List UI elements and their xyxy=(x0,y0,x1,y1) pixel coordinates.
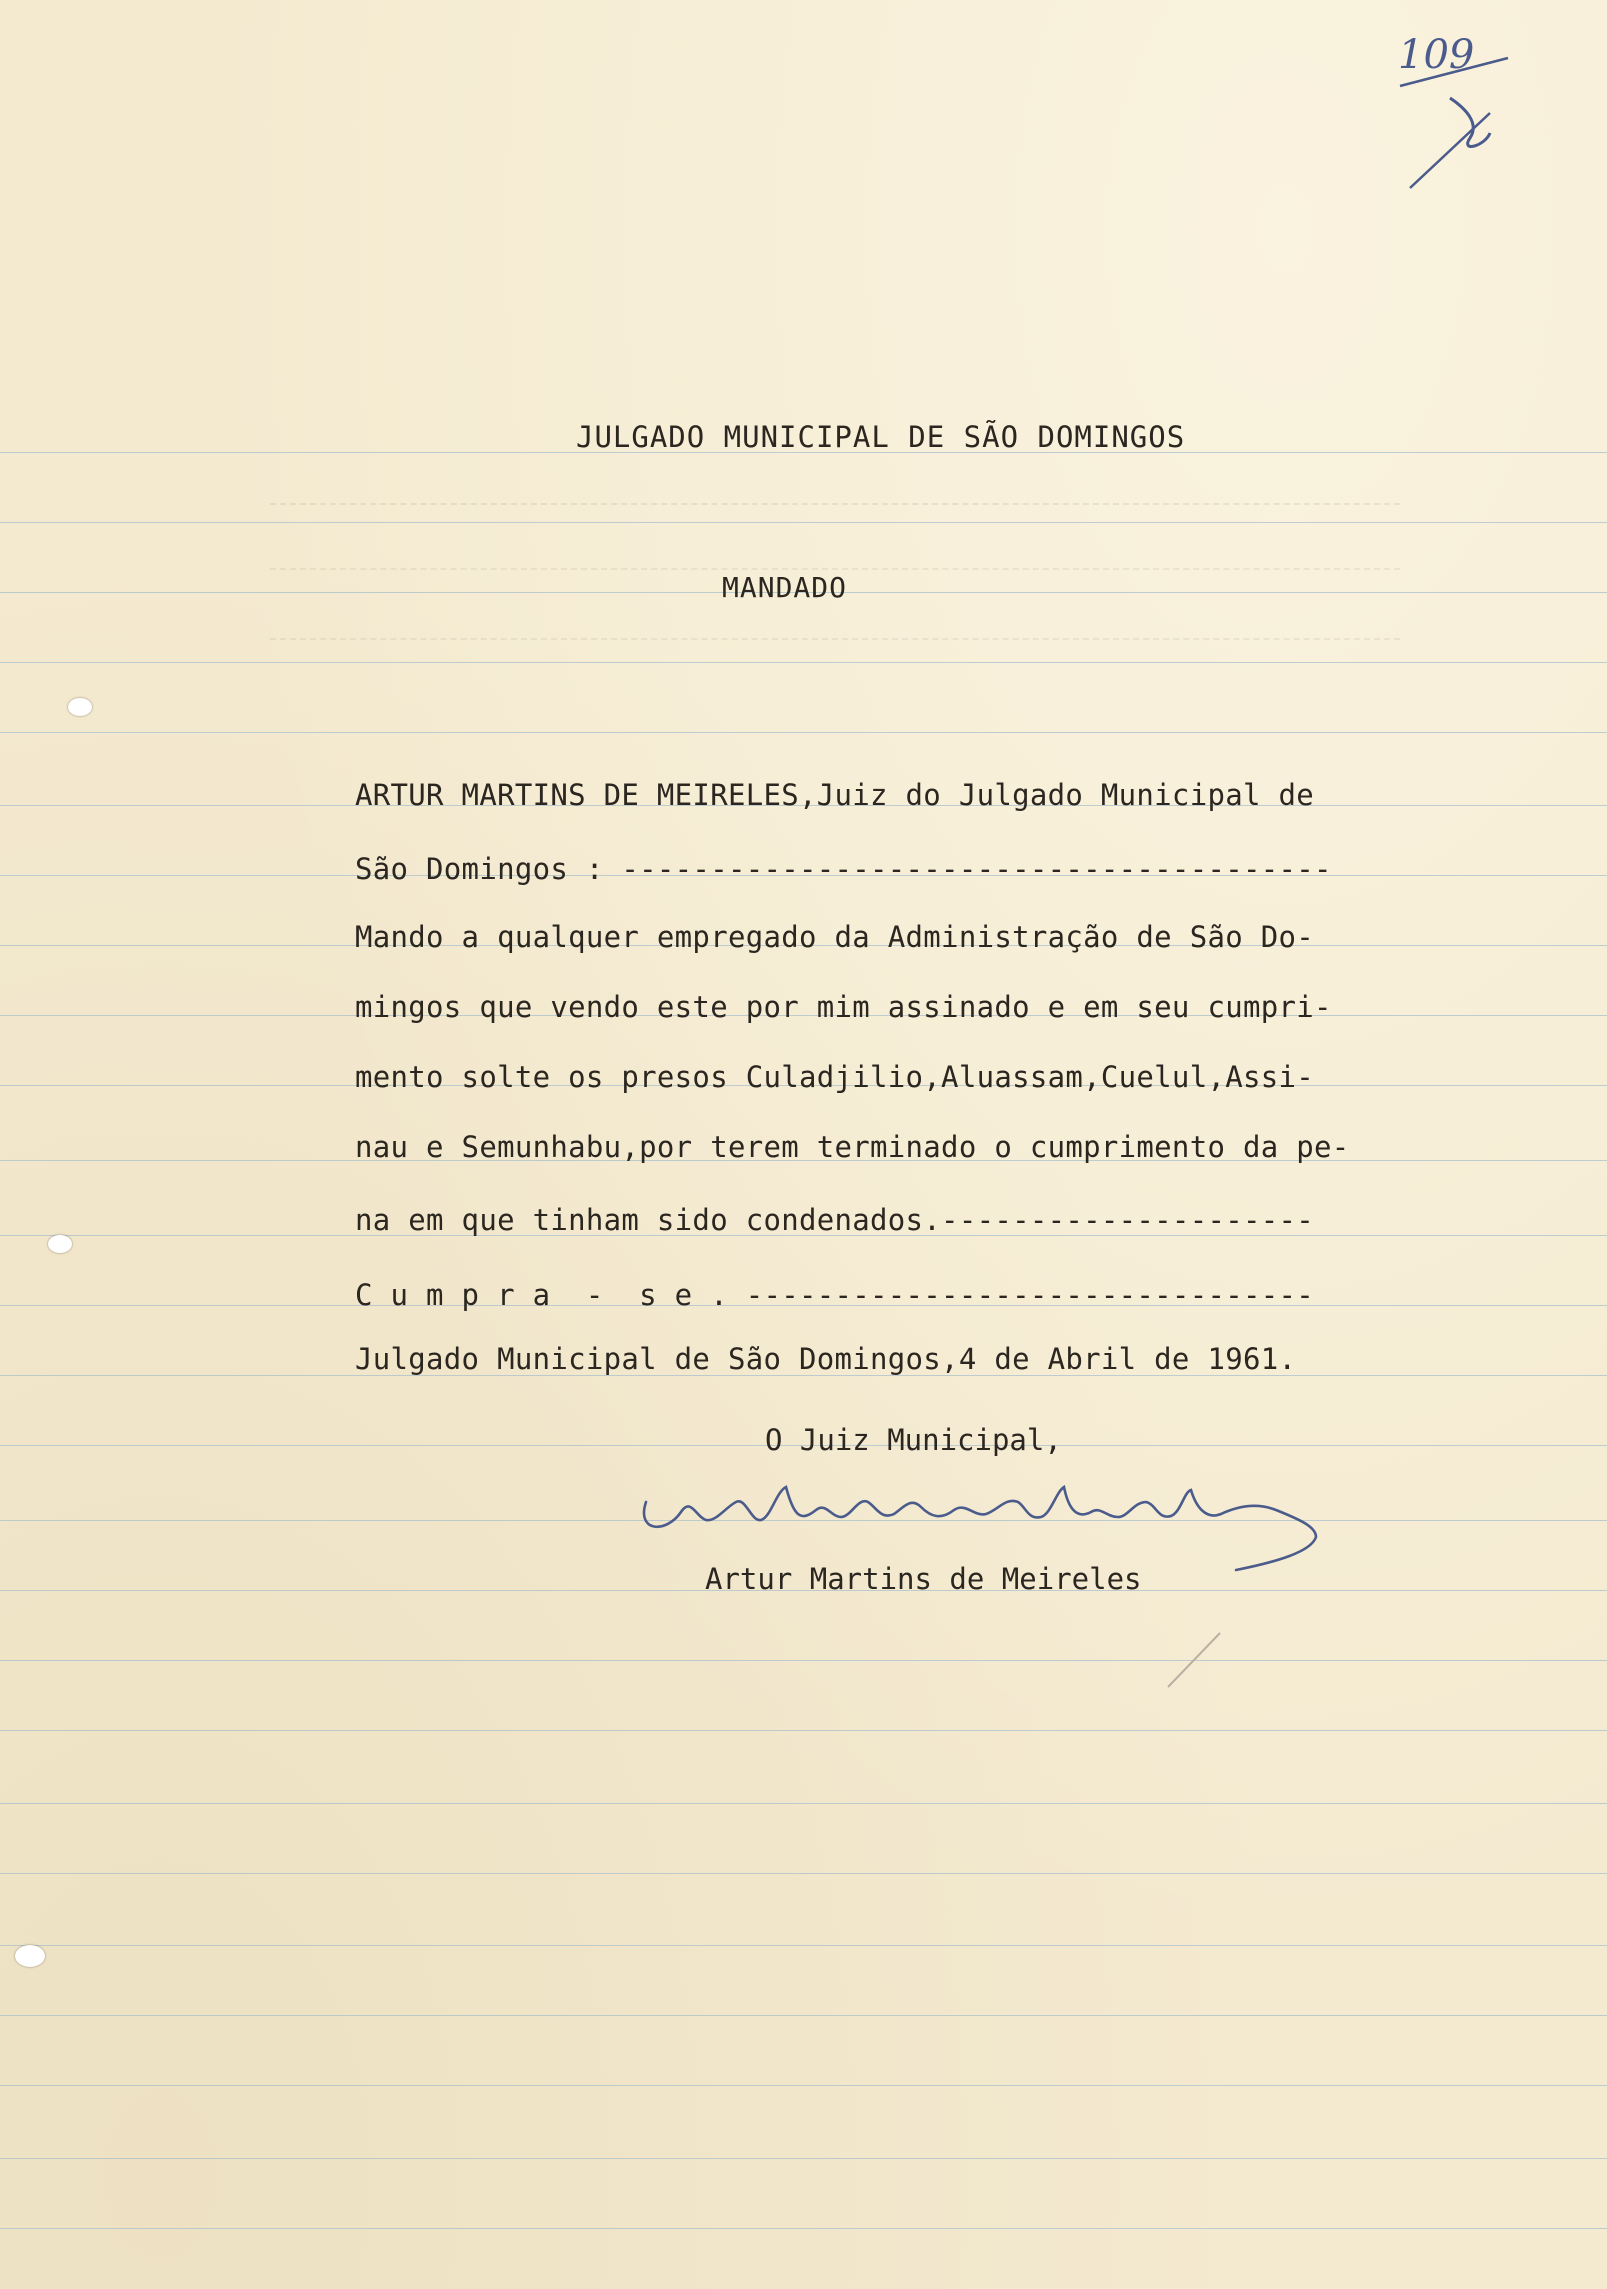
ruled-line xyxy=(0,1730,1607,1731)
body-line: C u m p r a - s e . -------------------------------- xyxy=(355,1278,1315,1312)
body-line: ARTUR MARTINS DE MEIRELES,Juiz do Julgado Municipal de xyxy=(355,778,1315,812)
body-line: mento solte os presos Culadjilio,Aluassam,Cuelul,Assi- xyxy=(355,1060,1315,1094)
folio-mark xyxy=(1390,28,1520,198)
bleed-through xyxy=(270,495,1400,505)
closing-line: O Juiz Municipal, xyxy=(765,1423,1062,1457)
ruled-line xyxy=(0,2158,1607,2159)
document-header: JULGADO MUNICIPAL DE SÃO DOMINGOS xyxy=(576,420,1186,454)
body-line: mingos que vendo este por mim assinado e em seu cumpri- xyxy=(355,990,1332,1024)
ruled-line xyxy=(0,1660,1607,1661)
ruled-line xyxy=(0,522,1607,523)
ruled-line xyxy=(0,2085,1607,2086)
punch-hole xyxy=(15,1945,45,1967)
body-line: Mando a qualquer empregado da Administração de São Do- xyxy=(355,920,1315,954)
body-line: São Domingos : ---------------------------------------- xyxy=(355,852,1332,886)
folio-number: 109 xyxy=(1398,32,1475,78)
ruled-line xyxy=(0,1873,1607,1874)
ruled-line xyxy=(0,732,1607,733)
body-line: Julgado Municipal de São Domingos,4 de Abril de 1961. xyxy=(355,1342,1297,1376)
punch-hole xyxy=(48,1235,72,1253)
ruled-line xyxy=(0,1945,1607,1946)
ruled-line xyxy=(0,2228,1607,2229)
punch-hole xyxy=(68,698,92,716)
ruled-line xyxy=(0,2015,1607,2016)
document-subheader: MANDADO xyxy=(722,571,848,604)
bleed-through xyxy=(270,630,1400,640)
bleed-through xyxy=(270,560,1400,570)
body-line: nau e Semunhabu,por terem terminado o cumprimento da pe- xyxy=(355,1130,1350,1164)
signature-image xyxy=(636,1462,1326,1572)
signer-name: Artur Martins de Meireles xyxy=(705,1562,1142,1596)
ruled-line xyxy=(0,662,1607,663)
ruled-line xyxy=(0,1803,1607,1804)
folio-strokes-icon xyxy=(1390,28,1520,198)
pencil-mark-icon xyxy=(1160,1625,1230,1695)
body-line: na em que tinham sido condenados.--------------------- xyxy=(355,1203,1315,1237)
